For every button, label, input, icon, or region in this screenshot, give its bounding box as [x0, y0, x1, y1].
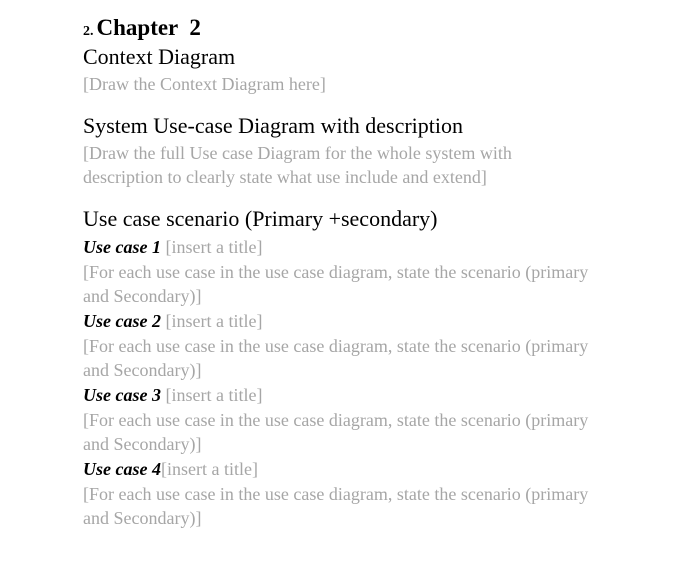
chapter-title: Chapter 2	[96, 15, 201, 40]
spacer	[83, 189, 683, 204]
document-page	[83, 14, 683, 530]
use-case-label: Use case 2	[83, 311, 161, 331]
spacer	[83, 96, 683, 111]
use-case-diagram-hint: [Draw the full Use case Diagram for the whole system with description to clearly state what use include and extend]	[83, 143, 512, 187]
use-case-title	[83, 382, 683, 408]
use-case-title-placeholder: [insert a title]	[160, 311, 263, 331]
use-case-diagram-heading: System Use-case Diagram with description	[83, 113, 464, 138]
use-case-item	[83, 456, 683, 530]
use-case-scenario-hint: [For each use case in the use case diagram, state the scenario (primary and Secondary)]	[83, 484, 589, 528]
context-diagram-section	[83, 42, 683, 96]
use-case-label: Use case 1	[83, 237, 161, 257]
use-case-scenario-hint: [For each use case in the use case diagram, state the scenario (primary and Secondary)]	[83, 410, 589, 454]
use-case-title	[83, 234, 683, 260]
use-case-title	[83, 308, 683, 334]
use-case-item	[83, 308, 683, 382]
chapter-number: 2.	[83, 24, 94, 39]
use-case-scenario-heading: Use case scenario (Primary +secondary)	[83, 206, 438, 231]
use-case-scenario-hint: [For each use case in the use case diagram, state the scenario (primary and Secondary)]	[83, 336, 589, 380]
use-case-title-placeholder: [insert a title]	[160, 385, 263, 405]
chapter-heading	[83, 14, 683, 42]
context-diagram-heading: Context Diagram	[83, 44, 236, 69]
use-case-item	[83, 234, 683, 308]
use-case-title-placeholder: [insert a title]	[160, 459, 258, 479]
use-case-item	[83, 382, 683, 456]
use-case-title	[83, 456, 683, 482]
use-case-scenario-hint: [For each use case in the use case diagram, state the scenario (primary and Secondary)]	[83, 262, 589, 306]
use-case-title-placeholder: [insert a title]	[160, 237, 263, 257]
use-case-label: Use case 3	[83, 385, 161, 405]
use-case-scenario-section	[83, 204, 683, 530]
context-diagram-hint: [Draw the Context Diagram here]	[83, 74, 326, 94]
use-case-label: Use case 4	[83, 459, 161, 479]
use-case-diagram-section	[83, 111, 683, 189]
